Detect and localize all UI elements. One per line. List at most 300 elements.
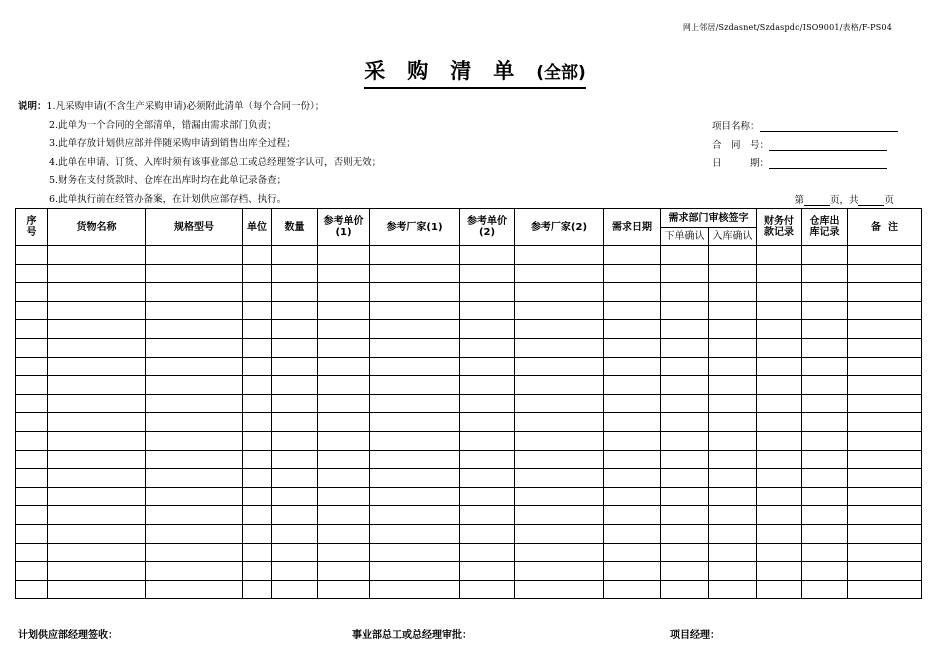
table-cell[interactable] bbox=[757, 580, 802, 599]
table-cell[interactable] bbox=[272, 246, 318, 265]
table-cell[interactable] bbox=[146, 506, 243, 525]
table-cell[interactable] bbox=[757, 246, 802, 265]
table-cell[interactable] bbox=[757, 562, 802, 581]
table-cell[interactable] bbox=[48, 469, 146, 488]
table-cell[interactable] bbox=[709, 487, 757, 506]
table-cell[interactable] bbox=[848, 376, 922, 395]
table-cell[interactable] bbox=[243, 320, 272, 339]
table-cell[interactable] bbox=[709, 246, 757, 265]
table-cell[interactable] bbox=[802, 524, 848, 543]
table-cell[interactable] bbox=[802, 320, 848, 339]
table-cell[interactable] bbox=[318, 469, 370, 488]
table-cell[interactable] bbox=[243, 376, 272, 395]
table-cell[interactable] bbox=[370, 469, 460, 488]
table-cell[interactable] bbox=[16, 394, 48, 413]
table-cell[interactable] bbox=[16, 506, 48, 525]
table-cell[interactable] bbox=[243, 301, 272, 320]
table-cell[interactable] bbox=[243, 506, 272, 525]
table-cell[interactable] bbox=[515, 450, 604, 469]
table-cell[interactable] bbox=[802, 394, 848, 413]
table-cell[interactable] bbox=[709, 506, 757, 525]
table-cell[interactable] bbox=[370, 506, 460, 525]
table-cell[interactable] bbox=[16, 338, 48, 357]
table-cell[interactable] bbox=[370, 450, 460, 469]
table-cell[interactable] bbox=[370, 246, 460, 265]
table-cell[interactable] bbox=[16, 376, 48, 395]
table-cell[interactable] bbox=[515, 283, 604, 302]
table-cell[interactable] bbox=[661, 394, 709, 413]
table-cell[interactable] bbox=[709, 394, 757, 413]
table-cell[interactable] bbox=[370, 562, 460, 581]
table-cell[interactable] bbox=[848, 338, 922, 357]
table-cell[interactable] bbox=[757, 413, 802, 432]
table-cell[interactable] bbox=[370, 431, 460, 450]
table-cell[interactable] bbox=[146, 431, 243, 450]
table-cell[interactable] bbox=[272, 338, 318, 357]
table-cell[interactable] bbox=[318, 562, 370, 581]
table-cell[interactable] bbox=[146, 413, 243, 432]
table-cell[interactable] bbox=[48, 450, 146, 469]
table-cell[interactable] bbox=[146, 580, 243, 599]
table-cell[interactable] bbox=[757, 524, 802, 543]
table-cell[interactable] bbox=[16, 469, 48, 488]
table-cell[interactable] bbox=[318, 246, 370, 265]
table-cell[interactable] bbox=[370, 524, 460, 543]
project-name-blank[interactable] bbox=[760, 120, 898, 132]
table-cell[interactable] bbox=[460, 320, 515, 339]
table-cell[interactable] bbox=[48, 431, 146, 450]
table-cell[interactable] bbox=[802, 283, 848, 302]
table-cell[interactable] bbox=[272, 562, 318, 581]
table-cell[interactable] bbox=[848, 487, 922, 506]
table-cell[interactable] bbox=[318, 431, 370, 450]
table-cell[interactable] bbox=[515, 413, 604, 432]
table-cell[interactable] bbox=[16, 320, 48, 339]
table-cell[interactable] bbox=[460, 283, 515, 302]
table-cell[interactable] bbox=[757, 431, 802, 450]
table-cell[interactable] bbox=[318, 320, 370, 339]
table-cell[interactable] bbox=[848, 283, 922, 302]
table-cell[interactable] bbox=[48, 246, 146, 265]
table-cell[interactable] bbox=[604, 431, 661, 450]
table-cell[interactable] bbox=[243, 524, 272, 543]
table-cell[interactable] bbox=[318, 524, 370, 543]
table-cell[interactable] bbox=[48, 413, 146, 432]
table-cell[interactable] bbox=[146, 469, 243, 488]
table-cell[interactable] bbox=[16, 264, 48, 283]
table-cell[interactable] bbox=[604, 283, 661, 302]
table-cell[interactable] bbox=[318, 301, 370, 320]
table-cell[interactable] bbox=[604, 264, 661, 283]
table-cell[interactable] bbox=[515, 562, 604, 581]
table-cell[interactable] bbox=[709, 431, 757, 450]
table-cell[interactable] bbox=[16, 246, 48, 265]
table-cell[interactable] bbox=[370, 394, 460, 413]
table-cell[interactable] bbox=[757, 264, 802, 283]
table-cell[interactable] bbox=[272, 320, 318, 339]
table-cell[interactable] bbox=[370, 580, 460, 599]
table-cell[interactable] bbox=[272, 413, 318, 432]
table-cell[interactable] bbox=[243, 543, 272, 562]
table-cell[interactable] bbox=[661, 338, 709, 357]
table-cell[interactable] bbox=[848, 320, 922, 339]
table-cell[interactable] bbox=[318, 580, 370, 599]
table-cell[interactable] bbox=[848, 469, 922, 488]
table-cell[interactable] bbox=[802, 487, 848, 506]
table-cell[interactable] bbox=[16, 413, 48, 432]
title-main-wrap bbox=[364, 55, 586, 89]
table-cell[interactable] bbox=[848, 506, 922, 525]
table-cell[interactable] bbox=[272, 264, 318, 283]
table-cell[interactable] bbox=[604, 338, 661, 357]
table-cell[interactable] bbox=[460, 413, 515, 432]
table-cell[interactable] bbox=[802, 376, 848, 395]
table-cell[interactable] bbox=[661, 431, 709, 450]
table-cell[interactable] bbox=[370, 283, 460, 302]
table-cell[interactable] bbox=[370, 487, 460, 506]
table-cell[interactable] bbox=[757, 357, 802, 376]
table-cell[interactable] bbox=[16, 580, 48, 599]
table-cell[interactable] bbox=[604, 301, 661, 320]
table-cell[interactable] bbox=[661, 524, 709, 543]
table-cell[interactable] bbox=[146, 246, 243, 265]
table-cell[interactable] bbox=[272, 580, 318, 599]
table-cell[interactable] bbox=[318, 543, 370, 562]
table-cell[interactable] bbox=[146, 524, 243, 543]
table-cell[interactable] bbox=[48, 320, 146, 339]
table-cell[interactable] bbox=[48, 562, 146, 581]
table-cell[interactable] bbox=[848, 394, 922, 413]
table-cell[interactable] bbox=[515, 469, 604, 488]
table-cell[interactable] bbox=[604, 580, 661, 599]
table-cell[interactable] bbox=[515, 506, 604, 525]
table-cell[interactable] bbox=[515, 264, 604, 283]
table-cell[interactable] bbox=[48, 506, 146, 525]
table-row bbox=[16, 469, 922, 488]
table-cell[interactable] bbox=[604, 376, 661, 395]
table-cell[interactable] bbox=[48, 301, 146, 320]
page-prefix: 第 bbox=[794, 195, 804, 206]
table-cell[interactable] bbox=[48, 376, 146, 395]
table-cell[interactable] bbox=[661, 562, 709, 581]
table-cell[interactable] bbox=[709, 376, 757, 395]
table-cell[interactable] bbox=[848, 580, 922, 599]
table-cell[interactable] bbox=[460, 376, 515, 395]
table-cell[interactable] bbox=[460, 246, 515, 265]
table-cell[interactable] bbox=[272, 524, 318, 543]
table-cell[interactable] bbox=[48, 543, 146, 562]
table-cell[interactable] bbox=[709, 338, 757, 357]
table-cell[interactable] bbox=[48, 283, 146, 302]
table-cell[interactable] bbox=[709, 469, 757, 488]
table-cell[interactable] bbox=[802, 450, 848, 469]
table-cell[interactable] bbox=[48, 487, 146, 506]
table-cell[interactable] bbox=[848, 562, 922, 581]
table-cell[interactable] bbox=[370, 376, 460, 395]
note-item bbox=[18, 117, 381, 136]
table-cell[interactable] bbox=[16, 562, 48, 581]
table-cell[interactable] bbox=[848, 264, 922, 283]
table-cell[interactable] bbox=[16, 283, 48, 302]
table-cell[interactable] bbox=[515, 301, 604, 320]
table-cell[interactable] bbox=[661, 413, 709, 432]
table-cell[interactable] bbox=[515, 338, 604, 357]
table-cell[interactable] bbox=[146, 394, 243, 413]
table-cell[interactable] bbox=[243, 487, 272, 506]
table-cell[interactable] bbox=[370, 320, 460, 339]
table-cell[interactable] bbox=[802, 506, 848, 525]
table-cell[interactable] bbox=[604, 413, 661, 432]
table-cell[interactable] bbox=[460, 450, 515, 469]
table-cell[interactable] bbox=[370, 413, 460, 432]
table-cell[interactable] bbox=[146, 543, 243, 562]
table-cell[interactable] bbox=[48, 524, 146, 543]
table-cell[interactable] bbox=[460, 524, 515, 543]
table-cell[interactable] bbox=[460, 487, 515, 506]
table-cell[interactable] bbox=[318, 394, 370, 413]
table-cell[interactable] bbox=[515, 524, 604, 543]
document-code: 网上邻居/Szdasnet/Szdaspdc/ISO9001/表格/F-PS04 bbox=[682, 23, 892, 32]
table-cell[interactable] bbox=[146, 357, 243, 376]
table-cell[interactable] bbox=[848, 357, 922, 376]
table-cell[interactable] bbox=[709, 264, 757, 283]
table-cell[interactable] bbox=[848, 450, 922, 469]
table-cell[interactable] bbox=[318, 264, 370, 283]
table-cell[interactable] bbox=[661, 487, 709, 506]
table-cell[interactable] bbox=[318, 357, 370, 376]
table-cell[interactable] bbox=[460, 301, 515, 320]
table-cell[interactable] bbox=[515, 376, 604, 395]
table-cell[interactable] bbox=[146, 487, 243, 506]
table-cell[interactable] bbox=[515, 246, 604, 265]
table-cell[interactable] bbox=[802, 357, 848, 376]
table-cell[interactable] bbox=[757, 376, 802, 395]
table-cell[interactable] bbox=[661, 506, 709, 525]
table-cell[interactable] bbox=[16, 431, 48, 450]
note-text: 3.此单存放计划供应部并伴随采购申请到销售出库全过程； bbox=[49, 138, 296, 150]
table-cell[interactable] bbox=[318, 338, 370, 357]
table-cell[interactable] bbox=[460, 562, 515, 581]
table-cell[interactable] bbox=[318, 283, 370, 302]
table-cell[interactable] bbox=[802, 469, 848, 488]
table-cell[interactable] bbox=[604, 246, 661, 265]
table-cell[interactable] bbox=[16, 487, 48, 506]
table-cell[interactable] bbox=[515, 487, 604, 506]
table-cell[interactable] bbox=[460, 580, 515, 599]
table-cell[interactable] bbox=[272, 283, 318, 302]
table-cell[interactable] bbox=[48, 580, 146, 599]
table-cell[interactable] bbox=[16, 301, 48, 320]
table-cell[interactable] bbox=[757, 301, 802, 320]
table-cell[interactable] bbox=[272, 301, 318, 320]
table-cell[interactable] bbox=[709, 580, 757, 599]
table-cell[interactable] bbox=[848, 413, 922, 432]
table-cell[interactable] bbox=[243, 431, 272, 450]
table-cell[interactable] bbox=[661, 376, 709, 395]
date-blank[interactable] bbox=[769, 157, 887, 169]
table-cell[interactable] bbox=[661, 283, 709, 302]
contract-no-blank[interactable] bbox=[769, 139, 887, 151]
table-cell[interactable] bbox=[318, 450, 370, 469]
table-cell[interactable] bbox=[48, 394, 146, 413]
table-cell[interactable] bbox=[802, 580, 848, 599]
page-number-blank[interactable] bbox=[804, 195, 830, 206]
table-cell[interactable] bbox=[370, 357, 460, 376]
table-cell[interactable] bbox=[16, 524, 48, 543]
table-cell[interactable] bbox=[757, 394, 802, 413]
table-cell[interactable] bbox=[515, 394, 604, 413]
table-cell[interactable] bbox=[272, 394, 318, 413]
col-spec: 规格型号 bbox=[146, 209, 243, 246]
table-cell[interactable] bbox=[146, 338, 243, 357]
table-cell[interactable] bbox=[709, 301, 757, 320]
table-cell[interactable] bbox=[460, 506, 515, 525]
table-cell[interactable] bbox=[515, 431, 604, 450]
table-cell[interactable] bbox=[757, 506, 802, 525]
table-cell[interactable] bbox=[16, 543, 48, 562]
table-cell[interactable] bbox=[604, 469, 661, 488]
table-cell[interactable] bbox=[802, 431, 848, 450]
table-cell[interactable] bbox=[802, 338, 848, 357]
table-cell[interactable] bbox=[16, 450, 48, 469]
table-cell[interactable] bbox=[661, 246, 709, 265]
table-cell[interactable] bbox=[604, 543, 661, 562]
table-cell[interactable] bbox=[709, 283, 757, 302]
table-cell[interactable] bbox=[709, 413, 757, 432]
table-cell[interactable] bbox=[146, 283, 243, 302]
table-cell[interactable] bbox=[272, 450, 318, 469]
table-cell[interactable] bbox=[604, 506, 661, 525]
table-cell[interactable] bbox=[802, 246, 848, 265]
table-cell[interactable] bbox=[243, 338, 272, 357]
table-cell[interactable] bbox=[757, 543, 802, 562]
table-cell[interactable] bbox=[661, 469, 709, 488]
table-cell[interactable] bbox=[272, 431, 318, 450]
table-cell[interactable] bbox=[709, 320, 757, 339]
table-cell[interactable] bbox=[709, 357, 757, 376]
table-cell[interactable] bbox=[604, 450, 661, 469]
table-cell[interactable] bbox=[370, 543, 460, 562]
table-cell[interactable] bbox=[661, 580, 709, 599]
table-cell[interactable] bbox=[460, 338, 515, 357]
table-cell[interactable] bbox=[318, 376, 370, 395]
table-cell[interactable] bbox=[16, 357, 48, 376]
page-total-blank[interactable] bbox=[858, 195, 884, 206]
table-cell[interactable] bbox=[515, 320, 604, 339]
table-cell[interactable] bbox=[146, 301, 243, 320]
table-cell[interactable] bbox=[802, 413, 848, 432]
table-cell[interactable] bbox=[709, 524, 757, 543]
table-cell[interactable] bbox=[146, 450, 243, 469]
table-cell[interactable] bbox=[243, 283, 272, 302]
table-cell[interactable] bbox=[661, 357, 709, 376]
table-cell[interactable] bbox=[243, 562, 272, 581]
table-cell[interactable] bbox=[757, 487, 802, 506]
table-cell[interactable] bbox=[272, 357, 318, 376]
table-cell[interactable] bbox=[604, 487, 661, 506]
table-cell[interactable] bbox=[272, 543, 318, 562]
table-cell[interactable] bbox=[243, 394, 272, 413]
table-cell[interactable] bbox=[802, 301, 848, 320]
table-cell[interactable] bbox=[661, 320, 709, 339]
table-cell[interactable] bbox=[272, 376, 318, 395]
table-cell[interactable] bbox=[243, 413, 272, 432]
table-cell[interactable] bbox=[146, 562, 243, 581]
table-cell[interactable] bbox=[460, 543, 515, 562]
title-sub: (全部) bbox=[536, 63, 586, 83]
table-cell[interactable] bbox=[460, 357, 515, 376]
table-cell[interactable] bbox=[848, 543, 922, 562]
table-cell[interactable] bbox=[48, 357, 146, 376]
table-cell[interactable] bbox=[460, 469, 515, 488]
table-cell[interactable] bbox=[848, 524, 922, 543]
table-cell[interactable] bbox=[370, 301, 460, 320]
table-cell[interactable] bbox=[243, 580, 272, 599]
table-cell[interactable] bbox=[802, 562, 848, 581]
table-cell[interactable] bbox=[709, 543, 757, 562]
table-cell[interactable] bbox=[460, 264, 515, 283]
table-cell[interactable] bbox=[460, 431, 515, 450]
table-cell[interactable] bbox=[48, 264, 146, 283]
table-cell[interactable] bbox=[757, 283, 802, 302]
table-cell[interactable] bbox=[318, 413, 370, 432]
table-cell[interactable] bbox=[604, 394, 661, 413]
table-cell[interactable] bbox=[802, 264, 848, 283]
table-cell[interactable] bbox=[757, 338, 802, 357]
table-cell[interactable] bbox=[848, 301, 922, 320]
table-cell[interactable] bbox=[243, 246, 272, 265]
table-cell[interactable] bbox=[848, 246, 922, 265]
table-cell[interactable] bbox=[318, 506, 370, 525]
table-cell[interactable] bbox=[272, 469, 318, 488]
note-item bbox=[18, 191, 381, 210]
table-cell[interactable] bbox=[243, 357, 272, 376]
table-cell[interactable] bbox=[604, 562, 661, 581]
table-cell[interactable] bbox=[757, 469, 802, 488]
table-cell[interactable] bbox=[243, 450, 272, 469]
table-row bbox=[16, 338, 922, 357]
table-cell[interactable] bbox=[146, 264, 243, 283]
table-cell[interactable] bbox=[370, 338, 460, 357]
table-cell[interactable] bbox=[709, 450, 757, 469]
table-cell[interactable] bbox=[661, 450, 709, 469]
table-cell[interactable] bbox=[604, 320, 661, 339]
table-cell[interactable] bbox=[272, 506, 318, 525]
table-cell[interactable] bbox=[661, 264, 709, 283]
table-cell[interactable] bbox=[757, 320, 802, 339]
table-cell[interactable] bbox=[604, 357, 661, 376]
table-cell[interactable] bbox=[515, 543, 604, 562]
table-cell[interactable] bbox=[243, 264, 272, 283]
table-cell[interactable] bbox=[515, 580, 604, 599]
table-cell[interactable] bbox=[661, 301, 709, 320]
table-cell[interactable] bbox=[460, 394, 515, 413]
table-cell[interactable] bbox=[48, 338, 146, 357]
table-cell[interactable] bbox=[709, 562, 757, 581]
table-cell[interactable] bbox=[604, 524, 661, 543]
table-cell[interactable] bbox=[802, 543, 848, 562]
table-cell[interactable] bbox=[515, 357, 604, 376]
table-cell[interactable] bbox=[272, 487, 318, 506]
table-cell[interactable] bbox=[243, 469, 272, 488]
table-cell[interactable] bbox=[848, 431, 922, 450]
table-cell[interactable] bbox=[146, 376, 243, 395]
table-cell[interactable] bbox=[370, 264, 460, 283]
table-cell[interactable] bbox=[757, 450, 802, 469]
table-cell[interactable] bbox=[661, 543, 709, 562]
table-cell[interactable] bbox=[318, 487, 370, 506]
table-cell[interactable] bbox=[146, 320, 243, 339]
